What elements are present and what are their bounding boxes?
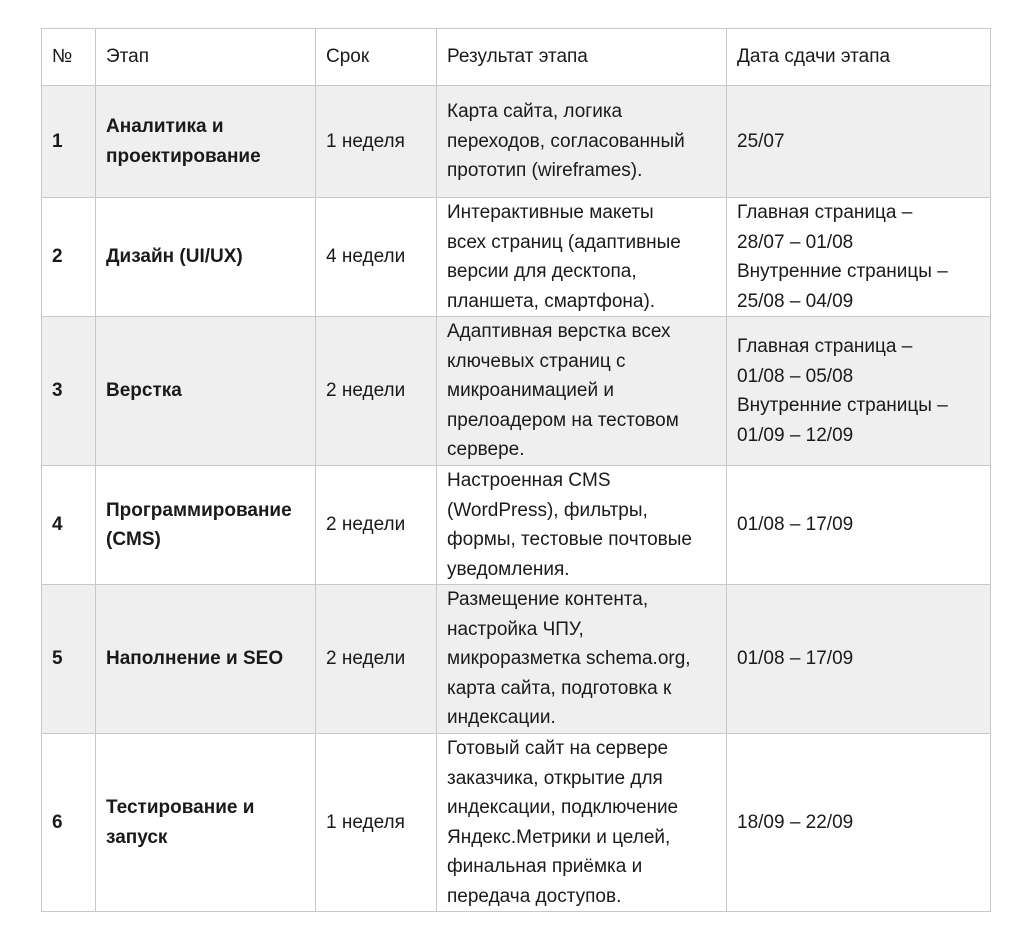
result-line: прототип (wireframes). — [447, 160, 643, 182]
date-line: 01/08 – 05/08 — [737, 365, 854, 387]
stage-line: Наполнение и SEO — [106, 648, 284, 670]
cell-result — [437, 198, 727, 317]
result-line: настройка ЧПУ, — [447, 618, 584, 640]
table-header-row — [42, 29, 991, 86]
result-line: карта сайта, подготовка к — [447, 677, 672, 699]
header-stage: Этап — [96, 29, 316, 86]
cell-date — [727, 585, 991, 734]
date-line: 01/09 – 12/09 — [737, 424, 854, 446]
date-line: 01/08 – 17/09 — [737, 514, 854, 536]
result-line: Адаптивная верстка всех — [447, 321, 671, 343]
stage-line: Тестирование и — [106, 797, 255, 818]
cell-term: 2 недели — [316, 466, 437, 585]
result-line: всех страниц (адаптивные — [447, 231, 681, 253]
table-row — [42, 86, 991, 198]
cell-result — [437, 317, 727, 466]
result-line: Размещение контента, — [447, 589, 649, 611]
stage-line: Верстка — [106, 380, 182, 402]
cell-date — [727, 734, 991, 912]
cell-num: 3 — [42, 317, 96, 466]
header-num: № — [42, 29, 96, 86]
date-line: Внутренние страницы – — [737, 261, 948, 282]
date-line: 25/08 – 04/09 — [737, 290, 854, 312]
stage-line: запуск — [106, 826, 168, 848]
result-line: версии для десктопа, — [447, 261, 637, 282]
cell-stage — [96, 198, 316, 317]
stage-line: (CMS) — [106, 529, 161, 550]
cell-result — [437, 466, 727, 585]
cell-term: 1 неделя — [316, 86, 437, 198]
result-line: Карта сайта, логика — [447, 101, 623, 123]
table-row — [42, 466, 991, 585]
header-term: Срок — [316, 29, 437, 86]
date-line: Главная страница – — [737, 336, 913, 357]
cell-num: 6 — [42, 734, 96, 912]
result-line: планшета, смартфона). — [447, 290, 656, 312]
result-line: Готовый сайт на сервере — [447, 738, 669, 759]
date-line: Главная страница – — [737, 202, 913, 223]
result-line: уведомления. — [447, 558, 570, 580]
cell-result — [437, 86, 727, 198]
result-line: финальная приёмка и — [447, 856, 643, 877]
cell-date — [727, 86, 991, 198]
cell-stage — [96, 86, 316, 198]
result-line: прелоадером на тестовом — [447, 409, 679, 431]
cell-result — [437, 585, 727, 734]
cell-stage — [96, 585, 316, 734]
date-line: 28/07 – 01/08 — [737, 231, 854, 253]
date-line: 25/07 — [737, 130, 785, 152]
table-row — [42, 317, 991, 466]
cell-stage — [96, 734, 316, 912]
cell-term: 4 недели — [316, 198, 437, 317]
result-line: ключевых страниц с — [447, 350, 626, 372]
date-line: 18/09 – 22/09 — [737, 811, 854, 833]
cell-num: 5 — [42, 585, 96, 734]
table-row — [42, 585, 991, 734]
table-row — [42, 198, 991, 317]
cell-term: 2 недели — [316, 317, 437, 466]
cell-date — [727, 198, 991, 317]
cell-stage — [96, 466, 316, 585]
cell-term: 2 недели — [316, 585, 437, 734]
result-line: индексации. — [447, 707, 556, 729]
date-line: Внутренние страницы – — [737, 395, 948, 416]
result-line: передача доступов. — [447, 885, 622, 907]
result-line: микроанимацией и — [447, 380, 614, 402]
table-row — [42, 734, 991, 912]
result-line: Интерактивные макеты — [447, 202, 654, 223]
cell-date — [727, 466, 991, 585]
project-stages-table — [41, 28, 991, 912]
cell-result — [437, 734, 727, 912]
stage-line: проектирование — [106, 145, 261, 167]
result-line: Настроенная CMS — [447, 470, 611, 491]
result-line: (WordPress), фильтры, — [447, 499, 648, 521]
result-line: заказчика, открытие для — [447, 767, 663, 789]
result-line: сервере. — [447, 439, 525, 461]
header-result: Результат этапа — [437, 29, 727, 86]
result-line: индексации, подключение — [447, 797, 679, 818]
stage-line: Программирование — [106, 499, 292, 521]
cell-stage — [96, 317, 316, 466]
date-line: 01/08 – 17/09 — [737, 648, 854, 670]
stage-line: Аналитика и — [106, 116, 224, 137]
result-line: микроразметка schema.org, — [447, 648, 691, 670]
stage-line: Дизайн (UI/UX) — [106, 246, 243, 268]
cell-num: 1 — [42, 86, 96, 198]
cell-term: 1 неделя — [316, 734, 437, 912]
cell-num: 2 — [42, 198, 96, 317]
result-line: переходов, согласованный — [447, 130, 685, 152]
cell-num: 4 — [42, 466, 96, 585]
header-date: Дата сдачи этапа — [727, 29, 991, 86]
cell-date — [727, 317, 991, 466]
result-line: Яндекс.Метрики и целей, — [447, 826, 671, 848]
result-line: формы, тестовые почтовые — [447, 529, 692, 550]
